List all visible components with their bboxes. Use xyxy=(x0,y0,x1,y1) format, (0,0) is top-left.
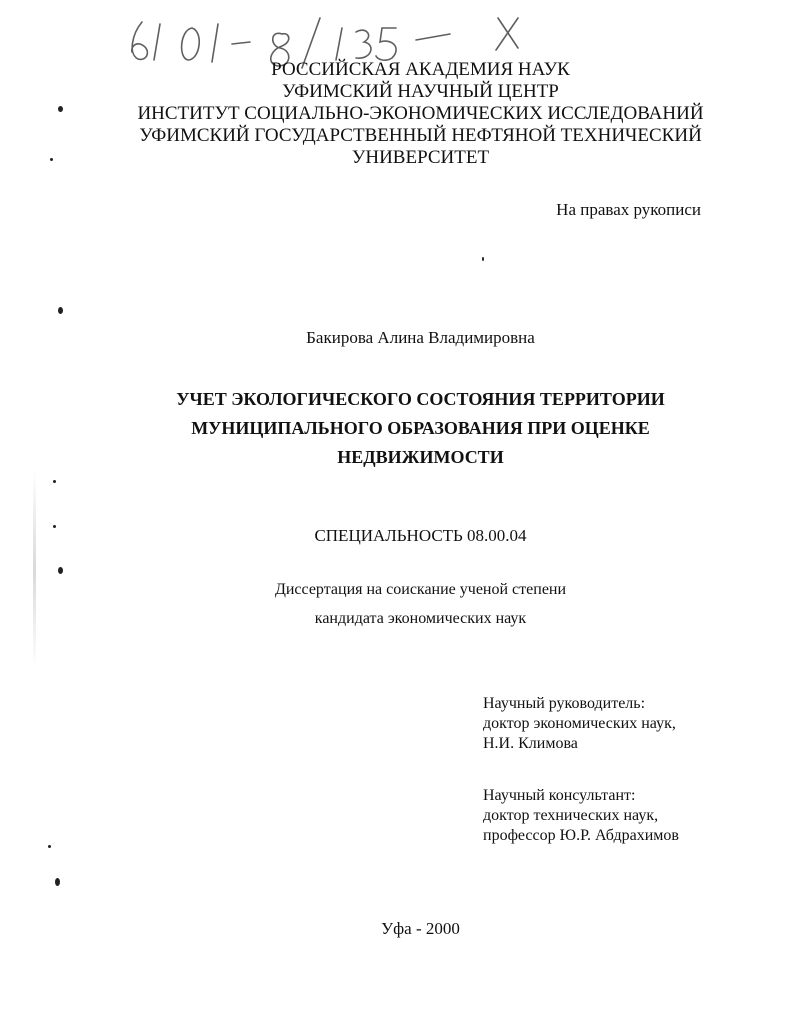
scan-speck xyxy=(53,480,56,483)
scan-speck xyxy=(48,845,51,848)
header-line-university-cont: УНИВЕРСИТЕТ xyxy=(351,147,490,168)
scan-speck xyxy=(58,106,63,112)
consultant-name: профессор Ю.Р. Абдрахимов xyxy=(483,827,679,844)
scan-speck xyxy=(55,878,60,886)
supervisor-degree: доктор экономических наук, xyxy=(483,715,676,732)
header-line-university: УФИМСКИЙ ГОСУДАРСТВЕННЫЙ НЕФТЯНОЙ ТЕХНИЧЕСКИЙ xyxy=(139,125,702,146)
scientific-consultant xyxy=(483,786,679,846)
institution-header xyxy=(0,59,791,169)
scan-edge-shadow xyxy=(33,470,36,670)
author-name: Бакирова Алина Владимировна xyxy=(306,328,535,347)
dissertation-title xyxy=(0,385,791,472)
specialty-code: СПЕЦИАЛЬНОСТЬ 08.00.04 xyxy=(314,526,527,545)
consultant-label: Научный консультант: xyxy=(483,787,636,804)
consultant-degree: доктор технических наук, xyxy=(483,807,659,824)
scan-speck xyxy=(58,307,63,314)
degree-statement xyxy=(0,575,791,633)
scan-speck xyxy=(50,158,53,161)
scan-speck xyxy=(58,567,63,574)
title-line-3: НЕДВИЖИМОСТИ xyxy=(337,447,504,467)
title-line-1: УЧЕТ ЭКОЛОГИЧЕСКОГО СОСТОЯНИЯ ТЕРРИТОРИИ xyxy=(176,389,665,409)
city-year: Уфа - 2000 xyxy=(381,919,460,938)
header-line-research-center: УФИМСКИЙ НАУЧНЫЙ ЦЕНТР xyxy=(282,81,559,102)
degree-line-2: кандидата экономических наук xyxy=(314,610,527,627)
supervisor-name: Н.И. Климова xyxy=(483,735,578,752)
scan-speck xyxy=(53,525,56,528)
scientific-supervisor xyxy=(483,694,676,754)
header-line-academy: РОССИЙСКАЯ АКАДЕМИЯ НАУК xyxy=(271,59,570,80)
scan-speck xyxy=(482,257,484,261)
rights-note: На правах рукописи xyxy=(556,200,701,219)
degree-line-1: Диссертация на соискание ученой степени xyxy=(274,581,567,598)
supervisor-label: Научный руководитель: xyxy=(483,695,646,712)
title-line-2: МУНИЦИПАЛЬНОГО ОБРАЗОВАНИЯ ПРИ ОЦЕНКЕ xyxy=(191,418,650,438)
header-line-institute: ИНСТИТУТ СОЦИАЛЬНО-ЭКОНОМИЧЕСКИХ ИССЛЕДОВАНИЙ xyxy=(137,103,704,124)
